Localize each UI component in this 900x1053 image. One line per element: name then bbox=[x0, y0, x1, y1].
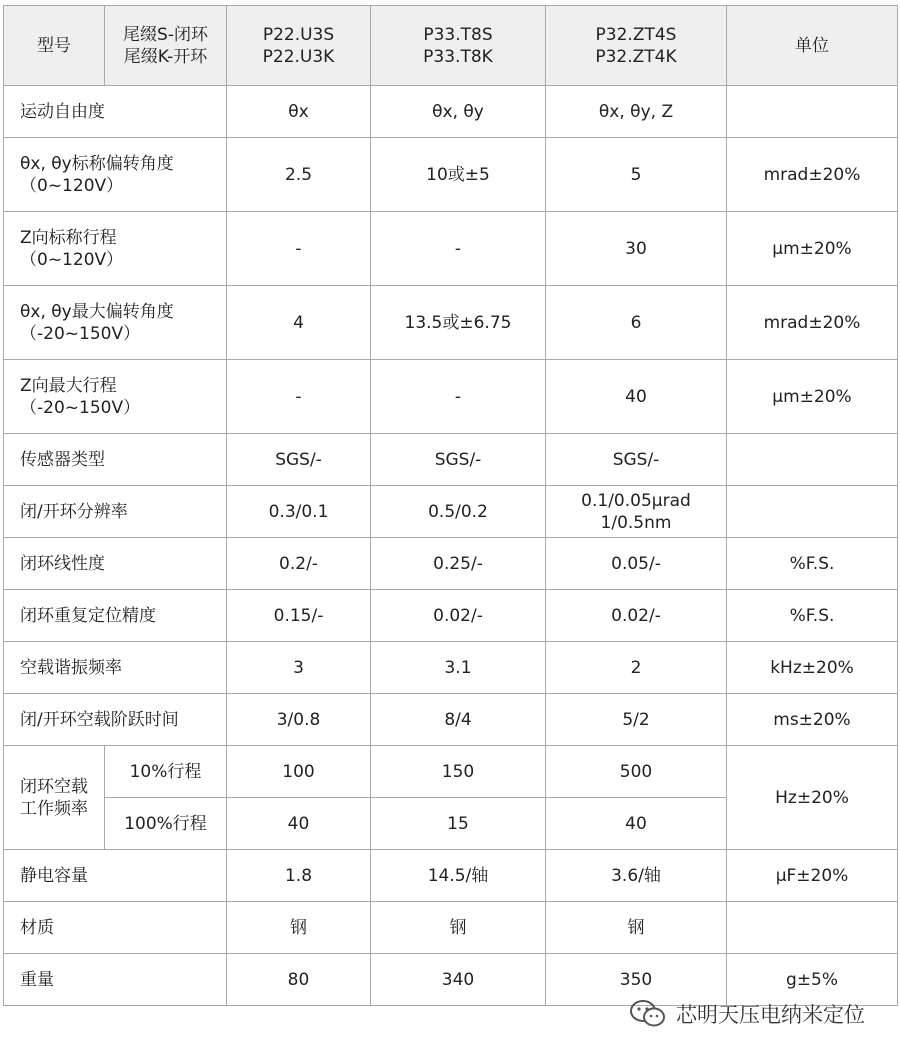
table-row bbox=[4, 486, 898, 538]
unit-cell bbox=[727, 486, 898, 538]
suffix-open-text: 尾缀K-开环 bbox=[123, 46, 208, 67]
row-label bbox=[4, 286, 227, 360]
value-cell bbox=[371, 954, 546, 1006]
value-cell bbox=[546, 486, 727, 538]
value-cell bbox=[371, 138, 546, 212]
value-cell bbox=[546, 86, 727, 138]
value-cell bbox=[227, 590, 371, 642]
cell-line: 钢 bbox=[290, 917, 307, 938]
value-cell bbox=[371, 486, 546, 538]
value-cell bbox=[227, 212, 371, 286]
cell-line: θx, θy, Z bbox=[598, 101, 674, 122]
watermark bbox=[628, 998, 865, 1030]
unit-cell: mrad±20% bbox=[727, 286, 898, 360]
unit-cell: ms±20% bbox=[727, 694, 898, 746]
row-label bbox=[4, 902, 227, 954]
unit-cell: %F.S. bbox=[727, 538, 898, 590]
model-name: P33.T8S bbox=[423, 24, 493, 45]
value-cell bbox=[227, 486, 371, 538]
model-label-cell: 型号 bbox=[4, 6, 105, 86]
model-header-p22 bbox=[227, 6, 371, 86]
cell-line: 材质 bbox=[20, 917, 54, 938]
cell-line: 340 bbox=[441, 969, 475, 990]
cell-line: （-20~150V） bbox=[20, 323, 141, 344]
table-row bbox=[4, 902, 898, 954]
unit-cell bbox=[727, 86, 898, 138]
table-row bbox=[4, 694, 898, 746]
value-cell bbox=[227, 138, 371, 212]
value-cell bbox=[371, 902, 546, 954]
unit-cell: %F.S. bbox=[727, 590, 898, 642]
cell-line: 钢 bbox=[627, 917, 645, 938]
value-cell bbox=[371, 590, 546, 642]
value-cell bbox=[546, 642, 727, 694]
cell-line: 运动自由度 bbox=[20, 101, 105, 122]
cell-line: - bbox=[454, 386, 462, 407]
table-row bbox=[4, 360, 898, 434]
value-cell: 40 bbox=[546, 798, 727, 850]
table-row bbox=[4, 286, 898, 360]
cell-line: （0~120V） bbox=[20, 249, 124, 270]
cell-line: θx, θy最大偏转角度 bbox=[20, 301, 174, 322]
model-header-p33 bbox=[371, 6, 546, 86]
table-row bbox=[4, 538, 898, 590]
cell-line: 2.5 bbox=[284, 164, 313, 185]
unit-cell: g±5% bbox=[727, 954, 898, 1006]
model-name: P33.T8K bbox=[423, 46, 493, 67]
value-cell bbox=[227, 850, 371, 902]
freq-sublabel: 10%行程 bbox=[105, 746, 227, 798]
model-name: P22.U3K bbox=[262, 46, 335, 67]
watermark-text: 芯明天压电纳米定位 bbox=[676, 1003, 865, 1027]
cell-line: - bbox=[454, 238, 462, 259]
value-cell bbox=[371, 642, 546, 694]
value-cell: 100 bbox=[227, 746, 371, 798]
suffix-closed-text: 尾缀S-闭环 bbox=[123, 24, 208, 45]
table-row bbox=[4, 138, 898, 212]
cell-line: Z向标称行程 bbox=[20, 227, 117, 248]
cell-line: Z向最大行程 bbox=[20, 375, 117, 396]
row-label bbox=[4, 642, 227, 694]
suffix-cell bbox=[105, 6, 227, 86]
cell-line: 40 bbox=[625, 386, 647, 407]
row-label bbox=[4, 138, 227, 212]
row-label bbox=[4, 212, 227, 286]
value-cell bbox=[546, 694, 727, 746]
value-cell bbox=[546, 138, 727, 212]
value-cell: 500 bbox=[546, 746, 727, 798]
table-row bbox=[4, 86, 898, 138]
cell-line: 8/4 bbox=[444, 709, 472, 730]
cell-line: 0.15/- bbox=[273, 605, 324, 626]
unit-cell bbox=[727, 902, 898, 954]
table-row bbox=[4, 590, 898, 642]
value-cell bbox=[546, 590, 727, 642]
cell-line: SGS/- bbox=[275, 449, 322, 470]
value-cell bbox=[546, 850, 727, 902]
value-cell bbox=[546, 434, 727, 486]
cell-line: 80 bbox=[287, 969, 310, 990]
value-cell: 150 bbox=[371, 746, 546, 798]
cell-line: SGS/- bbox=[612, 449, 660, 470]
cell-line: 350 bbox=[619, 969, 653, 990]
unit-header-cell: 单位 bbox=[727, 6, 898, 86]
value-cell bbox=[371, 850, 546, 902]
value-cell bbox=[227, 86, 371, 138]
model-name: P22.U3S bbox=[262, 24, 335, 45]
cell-line: θx bbox=[288, 101, 309, 122]
unit-cell: Hz±20% bbox=[727, 746, 898, 850]
cell-line: 5 bbox=[630, 164, 642, 185]
cell-line: 0.5/0.2 bbox=[428, 501, 488, 522]
value-cell bbox=[227, 360, 371, 434]
value-cell: 15 bbox=[371, 798, 546, 850]
cell-line: 3.1 bbox=[444, 657, 472, 678]
row-label bbox=[4, 538, 227, 590]
row-label bbox=[4, 486, 227, 538]
cell-line: 0.2/- bbox=[279, 553, 318, 574]
model-name: P32.ZT4S bbox=[595, 24, 677, 45]
cell-line: 闭环重复定位精度 bbox=[20, 605, 156, 626]
value-cell bbox=[227, 434, 371, 486]
row-label bbox=[4, 360, 227, 434]
value-cell bbox=[371, 212, 546, 286]
cell-line: 闭/开环分辨率 bbox=[20, 501, 128, 522]
value-cell bbox=[546, 360, 727, 434]
header-row bbox=[4, 6, 898, 86]
unit-cell: mrad±20% bbox=[727, 138, 898, 212]
cell-line: θx, θy标称偏转角度 bbox=[20, 153, 174, 174]
cell-line: 3.6/轴 bbox=[611, 865, 661, 886]
cell-line: （0~120V） bbox=[20, 175, 124, 196]
cell-line: 重量 bbox=[20, 969, 54, 990]
table-row bbox=[4, 434, 898, 486]
table-row bbox=[4, 746, 898, 798]
cell-line: 13.5或±6.75 bbox=[404, 312, 512, 333]
cell-line: 30 bbox=[625, 238, 647, 259]
table-row bbox=[4, 642, 898, 694]
cell-line: - bbox=[295, 238, 302, 259]
table-row bbox=[4, 212, 898, 286]
cell-line: 闭/开环空载阶跃时间 bbox=[20, 709, 179, 730]
value-cell bbox=[371, 538, 546, 590]
row-label bbox=[4, 694, 227, 746]
row-label bbox=[4, 850, 227, 902]
row-label bbox=[4, 590, 227, 642]
cell-line: 1/0.5nm bbox=[600, 512, 672, 533]
unit-cell: μm±20% bbox=[727, 212, 898, 286]
value-cell: 40 bbox=[227, 798, 371, 850]
cell-line: （-20~150V） bbox=[20, 397, 141, 418]
cell-line: SGS/- bbox=[434, 449, 482, 470]
unit-cell: μm±20% bbox=[727, 360, 898, 434]
freq-group-label bbox=[4, 746, 105, 850]
value-cell bbox=[227, 538, 371, 590]
cell-line: 静电容量 bbox=[20, 865, 88, 886]
cell-line: 0.1/0.05μrad bbox=[581, 490, 691, 511]
cell-line: 闭环空载 bbox=[20, 776, 88, 797]
row-label bbox=[4, 434, 227, 486]
value-cell bbox=[371, 694, 546, 746]
cell-line: 5/2 bbox=[622, 709, 650, 730]
value-cell bbox=[227, 902, 371, 954]
unit-cell bbox=[727, 434, 898, 486]
value-cell bbox=[371, 434, 546, 486]
cell-line: - bbox=[295, 386, 302, 407]
cell-line: 3 bbox=[293, 657, 304, 678]
cell-line: 传感器类型 bbox=[20, 449, 105, 470]
value-cell bbox=[371, 286, 546, 360]
value-cell bbox=[546, 538, 727, 590]
value-cell bbox=[546, 212, 727, 286]
unit-cell: μF±20% bbox=[727, 850, 898, 902]
value-cell bbox=[227, 642, 371, 694]
cell-line: 4 bbox=[293, 312, 304, 333]
cell-line: 空载谐振频率 bbox=[20, 657, 122, 678]
freq-sublabel: 100%行程 bbox=[105, 798, 227, 850]
model-name: P32.ZT4K bbox=[595, 46, 677, 67]
cell-line: 0.02/- bbox=[611, 605, 661, 626]
cell-line: 10或±5 bbox=[426, 164, 490, 185]
value-cell bbox=[227, 694, 371, 746]
value-cell bbox=[546, 902, 727, 954]
value-cell bbox=[227, 286, 371, 360]
value-cell bbox=[371, 86, 546, 138]
cell-line: 0.05/- bbox=[611, 553, 661, 574]
cell-line: 0.02/- bbox=[433, 605, 483, 626]
spec-table bbox=[3, 5, 898, 1006]
unit-cell: kHz±20% bbox=[727, 642, 898, 694]
cell-line: 闭环线性度 bbox=[20, 553, 105, 574]
model-header-p32 bbox=[546, 6, 727, 86]
value-cell bbox=[371, 360, 546, 434]
cell-line: 1.8 bbox=[284, 865, 313, 886]
cell-line: 6 bbox=[630, 312, 642, 333]
cell-line: 工作频率 bbox=[20, 798, 88, 819]
cell-line: 14.5/轴 bbox=[427, 865, 489, 886]
row-label bbox=[4, 954, 227, 1006]
table-row bbox=[4, 850, 898, 902]
cell-line: 钢 bbox=[449, 917, 467, 938]
row-label bbox=[4, 86, 227, 138]
cell-line: 0.25/- bbox=[433, 553, 483, 574]
value-cell bbox=[546, 286, 727, 360]
cell-line: 2 bbox=[630, 657, 642, 678]
cell-line: θx, θy bbox=[432, 101, 484, 122]
wechat-icon bbox=[628, 998, 668, 1030]
cell-line: 3/0.8 bbox=[276, 709, 321, 730]
value-cell bbox=[227, 954, 371, 1006]
cell-line: 0.3/0.1 bbox=[268, 501, 329, 522]
